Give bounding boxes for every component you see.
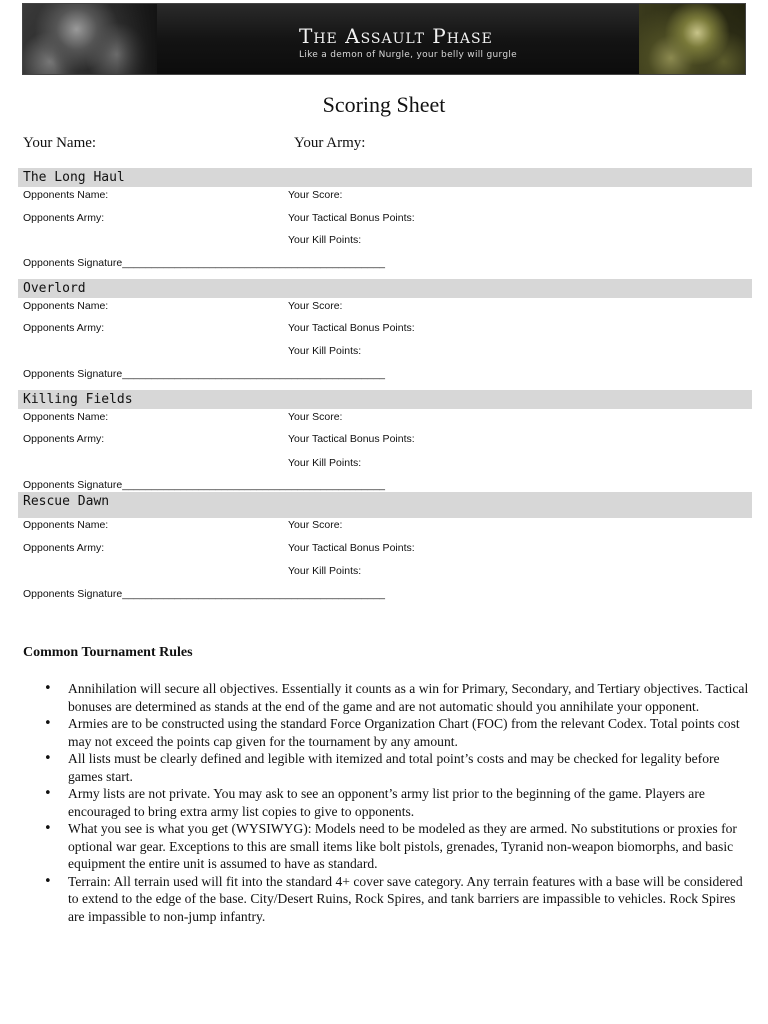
list-item: • Terrain: All terrain used will fit into the standard 4+ cover save category. Any terrain features with a base will be considered to extend to the edge of the base. City/Desert Ruins, Rock Spires, and tank barriers are impassible to vehicles. Rock Spires are impassible to non-jump infantry.: [40, 873, 752, 926]
opponents-army-label: Opponents Army:: [23, 322, 105, 334]
opponents-signature-line: Opponents Signature_____________________________________________: [23, 257, 386, 269]
ork-warrior-image: [639, 4, 745, 75]
kill-points-label: Your Kill Points:: [288, 565, 362, 577]
opponents-army-label: Opponents Army:: [23, 433, 105, 445]
mission-name: Killing Fields: [23, 392, 133, 407]
your-score-label: Your Score:: [288, 300, 343, 312]
banner-subtitle: Like a demon of Nurgle, your belly will gurgle: [299, 50, 518, 60]
page-title: Scoring Sheet: [322, 92, 446, 117]
list-item: • What you see is what you get (WYSIWYG): Models need to be modeled as they are armed. No substitutions or proxies for optional war gear. Exceptions to this are small items like bolt pistols, grenades, Tyranid non-weapon biomorphs, and basic equipment the entire unit is assumed to have as standard.: [40, 820, 752, 873]
your-score-label: Your Score:: [288, 411, 343, 423]
opponents-army-label: Opponents Army:: [23, 212, 105, 224]
opponents-signature-line: Opponents Signature_____________________________________________: [23, 479, 386, 491]
opponents-signature-line: Opponents Signature_____________________________________________: [23, 588, 386, 600]
tactical-bonus-label: Your Tactical Bonus Points:: [288, 433, 415, 445]
opponents-name-label: Opponents Name:: [23, 189, 109, 201]
your-name-label: Your Name:: [23, 135, 97, 151]
tactical-bonus-label: Your Tactical Bonus Points:: [288, 212, 415, 224]
rules-list: [40, 680, 752, 925]
mission-name: Overlord: [23, 281, 86, 296]
list-item: • Annihilation will secure all objectives. Essentially it counts as a win for Primary, Secondary, and Tertiary objectives. Tactical bonuses are determined as stands at the end of the game and are not automatic should you annihilate your opponent.: [40, 680, 752, 715]
kill-points-label: Your Kill Points:: [288, 345, 362, 357]
opponents-signature-line: Opponents Signature_____________________________________________: [23, 368, 386, 380]
header-banner: [22, 3, 746, 75]
kill-points-label: Your Kill Points:: [288, 234, 362, 246]
mission-name: Rescue Dawn: [23, 494, 110, 509]
kill-points-label: Your Kill Points:: [288, 457, 362, 469]
opponents-name-label: Opponents Name:: [23, 300, 109, 312]
mission-name: The Long Haul: [23, 170, 125, 185]
opponents-army-label: Opponents Army:: [23, 542, 105, 554]
your-score-label: Your Score:: [288, 519, 343, 531]
opponents-name-label: Opponents Name:: [23, 411, 109, 423]
rules-heading: Common Tournament Rules: [23, 645, 193, 660]
mission-header: [18, 390, 752, 409]
mission-header: [18, 492, 752, 518]
armored-warrior-image: [23, 4, 157, 75]
list-item: • Army lists are not private. You may ask to see an opponent’s army list prior to the beginning of the game. Players are encouraged to bring extra army list copies to give to opponents.: [40, 785, 752, 820]
mission-header: [18, 279, 752, 298]
banner-title: The Assault Phase: [299, 24, 493, 48]
tactical-bonus-label: Your Tactical Bonus Points:: [288, 322, 415, 334]
list-item: • All lists must be clearly defined and legible with itemized and total point’s costs and may be checked for legality before games start.: [40, 750, 752, 785]
mission-header: [18, 168, 752, 187]
your-score-label: Your Score:: [288, 189, 343, 201]
opponents-name-label: Opponents Name:: [23, 519, 109, 531]
your-army-label: Your Army:: [294, 135, 366, 151]
tactical-bonus-label: Your Tactical Bonus Points:: [288, 542, 415, 554]
list-item: • Armies are to be constructed using the standard Force Organization Chart (FOC) from the relevant Codex. Total points cost may not exceed the points cap given for the tournament by any amount.: [40, 715, 752, 750]
